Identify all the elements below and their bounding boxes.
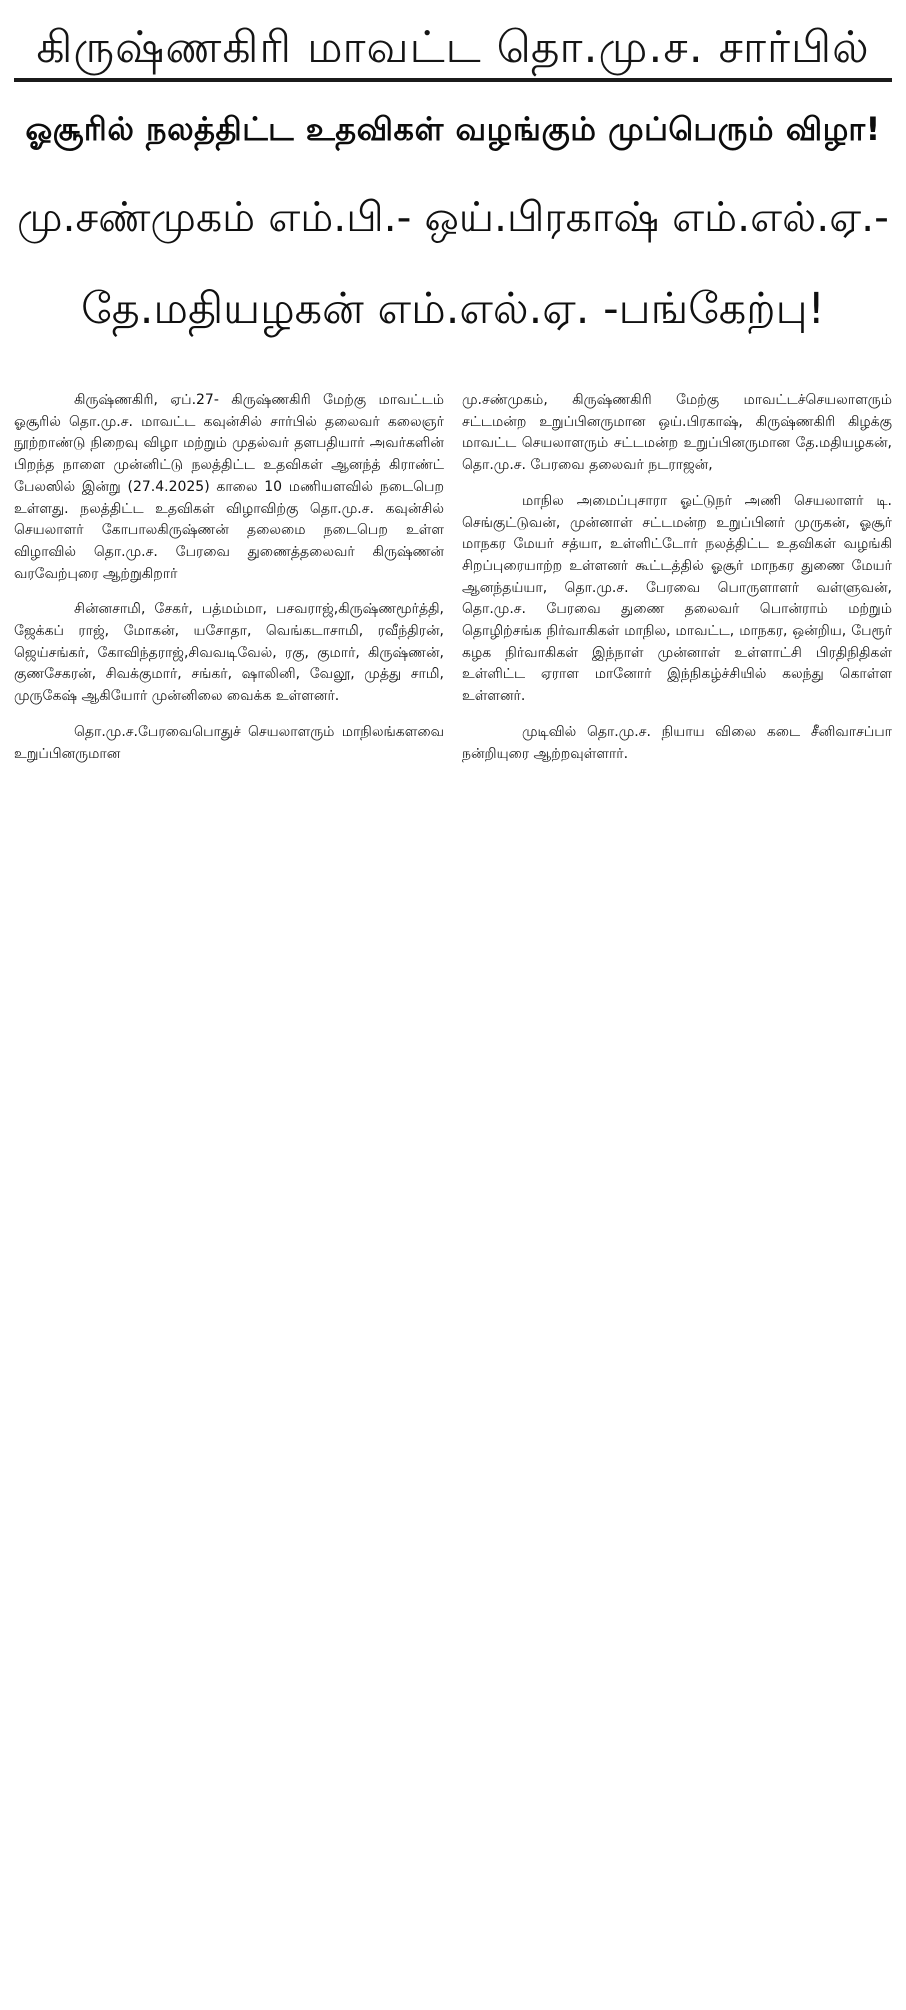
body-paragraph: மாநில அமைப்புசாரா ஓட்டுநர் அணி செயலாளர் டி. செங்குட்டுவன், முன்னாள் சட்டமன்ற உறுப்பினர் முருகன், ஓசூர் மாநகர மேயர் சத்யா, உள்ளிட்டோர் நலத்திட்ட உதவிகள் வழங்கி சிறப்புரையாற்ற உள்ளனர் கூட்டத்தில் ஓசூர் மாநகர துணை மேயர் ஆனந்தய்யா, தொ.மு.ச. பேரவை பொருளாளர் வள்ளுவன், தொ.மு.ச. பேரவை துணை தலைவர் பொன்ராம் மற்றும் தொழிற்சங்க நிர்வாகிகள் மாநில, மாவட்ட, மாநகர, ஒன்றிய, பேரூர் கழக நிர்வாகிகள் இந்நாள் முன்னாள் உள்ளாட்சி பிரதிநிதிகள் உள்ளிட்ட ஏராள மானோர் இந்நிகழ்ச்சியில் கலந்து கொள்ள உள்ளனர். xyxy=(462,492,892,705)
body-paragraph: முடிவில் தொ.மு.ச. நியாய விலை கடை சீனிவாசப்பா நன்றியுரை ஆற்றவுள்ளார். xyxy=(462,723,892,762)
left-column xyxy=(14,390,444,2000)
body-paragraph: தொ.மு.ச.பேரவைபொதுச் செயலாளரும் மாநிலங்களவை உறுப்பினருமான xyxy=(14,723,444,762)
article-body xyxy=(14,390,892,2000)
article-kicker: கிருஷ்ணகிரி மாவட்ட தொ.மு.ச. சார்பில் xyxy=(36,22,870,73)
body-paragraph: கிருஷ்ணகிரி, ஏப்.27- கிருஷ்ணகிரி மேற்கு மாவட்டம் ஓசூரில் தொ.மு.ச. மாவட்ட கவுன்சில் சார்பில் தலைவர் கலைஞர் நூற்றாண்டு நிறைவு விழா மற்றும் முதல்வர் தளபதியார் அவர்களின் பிறந்த நாளை முன்னிட்டு நலத்திட்ட உதவிகள் ஆனந்த் கிராண்ட் பேலஸில் இன்று (27.4.2025) காலை 10 மணியளவில் நடைபெற உள்ளது. நலத்திட்ட உதவிகள் விழாவிற்கு தொ.மு.ச. கவுன்சில் செயலாளர் கோபாலகிருஷ்ணன் தலைமை நடைபெற உள்ள விழாவில் தொ.மு.ச. பேரவை துணைத்தலைவர் கிருஷ்ணன் வரவேற்புரை ஆற்றுகிறார் xyxy=(14,392,444,582)
right-column xyxy=(462,390,892,2000)
article-headline: ஓசூரில் நலத்திட்ட உதவிகள் வழங்கும் முப்பெரும் விழா! xyxy=(25,110,881,148)
body-paragraph: சின்னசாமி, சேகர், பத்மம்மா, பசவராஜ்,கிருஷ்ணமூர்த்தி, ஜேக்கப் ராஜ், மோகன், யசோதா, வெங்கடாசாமி, ரவீந்திரன், ஜெய்சங்கர், கோவிந்தராஜ்,சிவவடிவேல், ரகு, குமார், கிருஷ்ணன், குணசேகரன், சிவக்குமார், சங்கர், ஷாலினி, வேலூ, முத்து சாமி, முருகேஷ் ஆகியோர் முன்னிலை வைக்க உள்ளனர். xyxy=(14,601,444,705)
body-paragraph: மு.சண்முகம், கிருஷ்ணகிரி மேற்கு மாவட்டச்செயலாளரும் சட்டமன்ற உறுப்பினருமான ஒய்.பிரகாஷ், கிருஷ்ணகிரி கிழக்கு மாவட்ட செயலாளரும் சட்டமன்ற உறுப்பினருமான தே.மதியழகன், தொ.மு.ச. பேரவை தலைவர் நடராஜன், xyxy=(462,392,892,474)
article-subhead-line-2: தே.மதியழகன் எம்.எல்.ஏ. -பங்கேற்பு! xyxy=(81,284,825,334)
kicker-underline xyxy=(14,78,892,82)
article-subhead-line-1: மு.சண்முகம் எம்.பி.- ஒய்.பிரகாஷ் எம்.எல்.ஏ.- xyxy=(17,193,889,241)
